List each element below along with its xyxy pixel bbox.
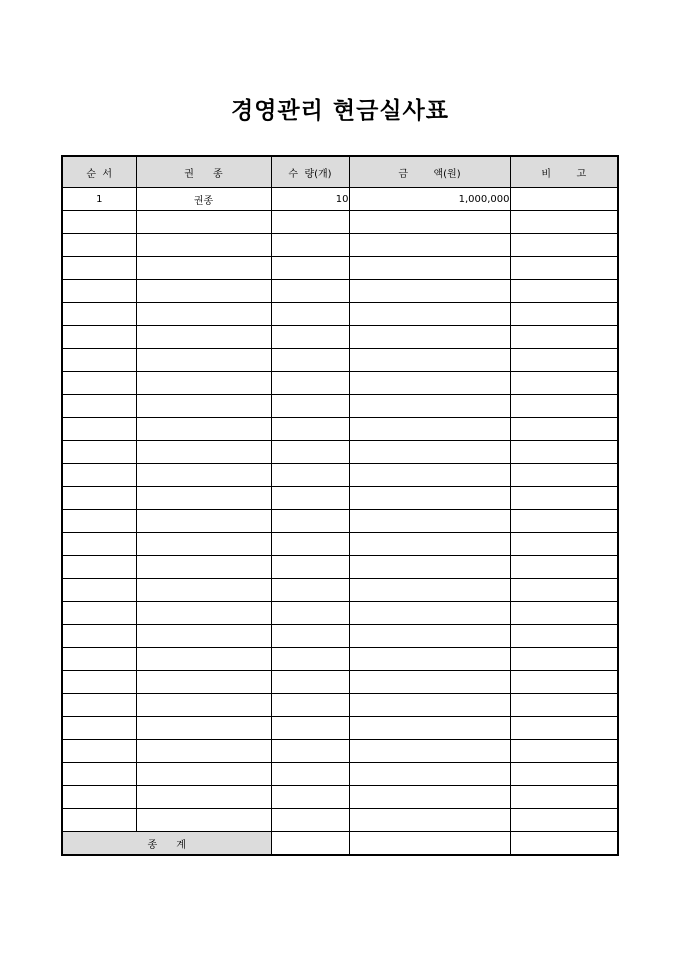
cell-order[interactable] [62,740,136,763]
cell-remarks[interactable] [510,326,618,349]
table-row [62,533,618,556]
cell-order[interactable] [62,211,136,234]
cell-remarks[interactable] [510,648,618,671]
table-row [62,510,618,533]
cell-order[interactable] [62,349,136,372]
cell-amount[interactable] [349,809,510,832]
cell-remarks[interactable] [510,671,618,694]
cell-order[interactable] [62,510,136,533]
cell-quantity[interactable] [271,211,349,234]
cell-quantity[interactable] [271,510,349,533]
cell-denomination[interactable] [136,257,271,280]
cell-remarks[interactable] [510,786,618,809]
cell-quantity[interactable] [271,280,349,303]
table-row [62,418,618,441]
cell-amount[interactable] [349,395,510,418]
cell-denomination[interactable] [136,510,271,533]
cell-remarks[interactable] [510,464,618,487]
cell-order[interactable] [62,809,136,832]
cell-order[interactable] [62,487,136,510]
cell-remarks[interactable] [510,510,618,533]
cell-amount[interactable] [349,211,510,234]
cash-count-table [61,155,619,856]
table-row [62,648,618,671]
cell-quantity[interactable] [271,349,349,372]
cell-order[interactable] [62,441,136,464]
cell-denomination[interactable] [136,303,271,326]
cell-remarks[interactable] [510,763,618,786]
cell-quantity[interactable] [271,556,349,579]
table-row [62,211,618,234]
cell-order[interactable] [62,464,136,487]
cell-denomination[interactable] [136,464,271,487]
table-row [62,556,618,579]
table-row [62,464,618,487]
total-remarks[interactable] [510,832,618,856]
table-row [62,809,618,832]
cell-denomination[interactable] [136,418,271,441]
cell-order[interactable] [62,602,136,625]
table-row [62,303,618,326]
cell-order[interactable] [62,418,136,441]
cell-quantity[interactable] [271,763,349,786]
cell-remarks[interactable] [510,372,618,395]
table-row [62,671,618,694]
cell-amount[interactable] [349,487,510,510]
cell-amount[interactable] [349,740,510,763]
cell-order[interactable] [62,257,136,280]
header-row [62,156,618,188]
cell-quantity[interactable] [271,786,349,809]
cell-amount[interactable] [349,326,510,349]
cell-amount[interactable] [349,234,510,257]
cell-order[interactable] [62,717,136,740]
cell-quantity[interactable] [271,441,349,464]
page-title: 경영관리 현금실사표 [231,98,449,124]
cell-denomination[interactable] [136,533,271,556]
cell-denomination[interactable] [136,326,271,349]
cell-quantity[interactable] [271,694,349,717]
cell-amount[interactable] [349,280,510,303]
cell-amount[interactable] [349,303,510,326]
cell-remarks[interactable] [510,441,618,464]
cell-remarks[interactable] [510,533,618,556]
table-row [62,349,618,372]
cell-quantity[interactable] [271,234,349,257]
table-row [62,188,618,211]
cell-remarks[interactable] [510,809,618,832]
cell-remarks[interactable] [510,257,618,280]
cell-denomination[interactable] [136,809,271,832]
cell-amount[interactable] [349,671,510,694]
cell-denomination[interactable] [136,349,271,372]
cell-remarks[interactable] [510,234,618,257]
cell-remarks[interactable] [510,395,618,418]
table-row [62,441,618,464]
table-row [62,740,618,763]
cell-quantity[interactable] [271,533,349,556]
cell-denomination[interactable] [136,717,271,740]
cell-denomination[interactable] [136,579,271,602]
cell-denomination[interactable] [136,556,271,579]
cell-order[interactable] [62,556,136,579]
cell-quantity[interactable] [271,671,349,694]
total-quantity[interactable] [271,832,349,856]
cell-remarks[interactable] [510,602,618,625]
table-row [62,625,618,648]
cell-remarks[interactable] [510,556,618,579]
cell-quantity[interactable] [271,602,349,625]
header-denomination: 권 종 [136,156,271,188]
table-row [62,487,618,510]
cell-remarks[interactable] [510,349,618,372]
cell-order[interactable] [62,694,136,717]
cell-denomination[interactable]: 권종 [136,188,271,211]
cell-remarks[interactable] [510,280,618,303]
cell-order[interactable] [62,326,136,349]
cell-amount[interactable] [349,418,510,441]
cell-amount[interactable]: 1,000,000 [349,188,510,211]
cell-remarks[interactable] [510,694,618,717]
table-row [62,257,618,280]
cell-quantity[interactable] [271,395,349,418]
cell-order[interactable] [62,395,136,418]
cell-order[interactable] [62,303,136,326]
cell-amount[interactable] [349,579,510,602]
cell-quantity[interactable] [271,418,349,441]
cell-denomination[interactable] [136,487,271,510]
cell-denomination[interactable] [136,372,271,395]
cell-order[interactable] [62,786,136,809]
cell-quantity[interactable] [271,326,349,349]
cell-denomination[interactable] [136,602,271,625]
cell-amount[interactable] [349,257,510,280]
cell-amount[interactable] [349,763,510,786]
cell-quantity[interactable]: 10 [271,188,349,211]
cell-order[interactable] [62,372,136,395]
header-remarks: 비 고 [510,156,618,188]
cell-order[interactable] [62,671,136,694]
cell-remarks[interactable] [510,740,618,763]
cell-quantity[interactable] [271,464,349,487]
cell-amount[interactable] [349,441,510,464]
cell-denomination[interactable] [136,740,271,763]
table-row [62,395,618,418]
cell-denomination[interactable] [136,671,271,694]
cell-denomination[interactable] [136,763,271,786]
cell-quantity[interactable] [271,625,349,648]
cell-remarks[interactable] [510,303,618,326]
cell-amount[interactable] [349,602,510,625]
cell-remarks[interactable] [510,418,618,441]
cell-remarks[interactable] [510,579,618,602]
cell-denomination[interactable] [136,648,271,671]
cell-amount[interactable] [349,372,510,395]
cell-quantity[interactable] [271,740,349,763]
cell-quantity[interactable] [271,648,349,671]
cell-amount[interactable] [349,648,510,671]
cell-remarks[interactable] [510,188,618,211]
cell-denomination[interactable] [136,786,271,809]
cell-order[interactable]: 1 [62,188,136,211]
header-quantity: 수 량(개) [271,156,349,188]
cell-amount[interactable] [349,349,510,372]
cell-remarks[interactable] [510,717,618,740]
cell-remarks[interactable] [510,211,618,234]
cell-remarks[interactable] [510,487,618,510]
cell-quantity[interactable] [271,257,349,280]
total-amount[interactable] [349,832,510,856]
cell-order[interactable] [62,533,136,556]
cell-denomination[interactable] [136,625,271,648]
cell-quantity[interactable] [271,487,349,510]
cell-remarks[interactable] [510,625,618,648]
table-row [62,786,618,809]
total-label: 종 계 [62,832,271,856]
cell-amount[interactable] [349,717,510,740]
table-row [62,694,618,717]
cell-order[interactable] [62,648,136,671]
table-row [62,579,618,602]
cell-quantity[interactable] [271,303,349,326]
table-row [62,326,618,349]
total-row [62,832,618,856]
cell-quantity[interactable] [271,372,349,395]
cell-quantity[interactable] [271,579,349,602]
table-row [62,234,618,257]
cell-amount[interactable] [349,464,510,487]
table-row [62,280,618,303]
cell-denomination[interactable] [136,441,271,464]
cell-amount[interactable] [349,786,510,809]
table-row [62,602,618,625]
table-row [62,717,618,740]
cell-amount[interactable] [349,694,510,717]
cell-amount[interactable] [349,510,510,533]
cell-order[interactable] [62,763,136,786]
cell-denomination[interactable] [136,234,271,257]
cell-amount[interactable] [349,625,510,648]
table-row [62,372,618,395]
cell-order[interactable] [62,280,136,303]
cell-order[interactable] [62,234,136,257]
header-amount: 금 액(원) [349,156,510,188]
cell-amount[interactable] [349,556,510,579]
cell-order[interactable] [62,579,136,602]
cell-denomination[interactable] [136,395,271,418]
cell-denomination[interactable] [136,280,271,303]
cell-denomination[interactable] [136,694,271,717]
cell-order[interactable] [62,625,136,648]
cell-denomination[interactable] [136,211,271,234]
header-order: 순 서 [62,156,136,188]
cell-quantity[interactable] [271,717,349,740]
cell-amount[interactable] [349,533,510,556]
cell-quantity[interactable] [271,809,349,832]
table-row [62,763,618,786]
